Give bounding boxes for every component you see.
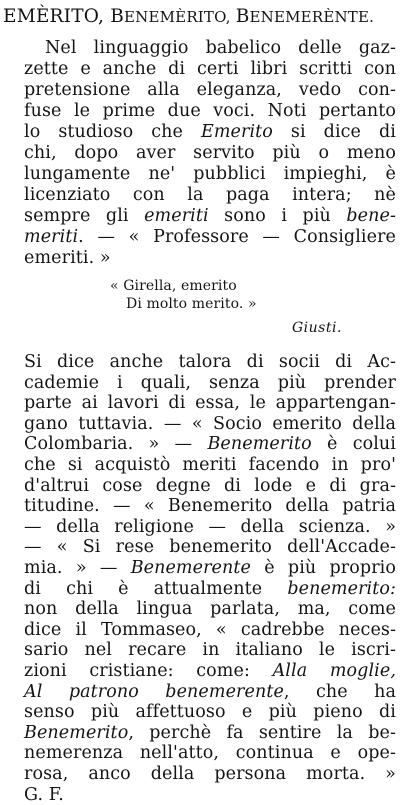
p2-line-6: che si acquistò meriti facendo in pro' — [24, 455, 396, 475]
p2-line-21: rosa, anco della persona morta. » — [24, 764, 396, 784]
p1-line-6: chi, dopo aver servito più o meno — [24, 143, 396, 163]
p2-line-16-italic: Alla moglie, — [272, 661, 396, 681]
p1-line-8: licenziato con la paga intera; nè — [24, 185, 396, 205]
p2-line-8: titudine. — « Benemerito della patria — [24, 496, 396, 517]
p1-line-2: zette e anche di certi libri scritti con — [24, 59, 396, 79]
p2-line-5 — [24, 434, 396, 454]
title-b1: B — [110, 6, 124, 27]
p1-line-4: fuse le prime due voci. Noti pertanto — [24, 101, 396, 121]
p2-line-16-a: zioni cristiane: come: — [24, 661, 273, 681]
p2-line-15: sario nel recare in italiano le iscri- — [24, 640, 396, 661]
p2-line-18: senso più affettuoso e più pieno di — [24, 702, 396, 723]
p1-line-1: Nel linguaggio babelico delle gaz- — [45, 38, 396, 58]
title-b2: B — [235, 6, 250, 27]
p2-line-13: non della lingua parlata, ma, come — [24, 599, 396, 620]
p1-line-9-italic-2: bene- — [346, 206, 396, 226]
p2-line-9: — della religione — della scienza. » — [24, 516, 396, 537]
p2-line-11-c: è più proprio — [250, 558, 396, 578]
p1-line-11: emeriti. » — [24, 248, 111, 268]
p2-line-12-italic: benemerito: — [287, 578, 396, 599]
title-benemerito: ENEMÈRITO, — [123, 8, 236, 26]
p2-line-10: — « Si rese benemerito dell'Accade- — [24, 537, 396, 558]
p2-line-11-a: mia. » — — [24, 558, 131, 578]
p1-line-9-a: sempre gli — [24, 206, 145, 226]
p2-line-5-a: Colombaria. » — — [24, 434, 208, 455]
p2-line-5-c: è colui — [311, 434, 396, 455]
p1-line-10-italic: meriti — [24, 227, 79, 247]
p2-line-5-italic: Benemerito — [207, 434, 312, 455]
p2-line-7: d'altrui cose degne di lode e di gra- — [24, 475, 396, 496]
p2-line-12-a: di chi è attualmente — [24, 578, 288, 599]
p2-line-11-italic: Benemerente — [130, 558, 251, 578]
p2-line-11 — [24, 558, 396, 578]
p2-line-1: Si dice anche talora di socii di Ac- — [24, 352, 396, 372]
p2-line-17-italic: Al patrono benemerente — [24, 681, 284, 702]
p2-line-20: nemerenza nell'atto, continua e ope- — [24, 743, 396, 764]
p2-line-4: gano tuttavia. — « Socio emerito della — [24, 413, 396, 434]
p1-line-5-a: lo studioso che — [24, 122, 201, 142]
p1-line-7: lungamente ne' pubblici impieghi, è — [24, 164, 396, 184]
p1-line-9 — [24, 206, 396, 226]
p2-line-3: parte ai lavori di essa, le appartengan- — [24, 393, 396, 414]
p2-line-14: dice il Tommaseo, « cadrebbe neces- — [24, 619, 396, 640]
title-benemerente: ENEMERÈNTE. — [249, 8, 375, 26]
p2-line-16 — [24, 661, 396, 681]
quote-attribution: Giusti. — [292, 320, 342, 336]
p1-line-5-italic: Emerito — [200, 122, 273, 142]
p1-line-10-b: . — « Professore — Consigliere — [78, 227, 396, 247]
p2-line-19 — [24, 723, 396, 743]
p2-line-19-italic: Benemerito — [24, 722, 129, 743]
p1-line-9-c: sono i più — [208, 206, 347, 226]
p1-line-9-italic-1: emeriti — [144, 206, 209, 226]
p1-line-10 — [24, 227, 396, 247]
signature: G. F. — [24, 784, 64, 805]
p2-line-12 — [24, 579, 396, 599]
p2-line-2: cademie i quali, senza più prender — [24, 372, 396, 393]
p1-line-3: pretensione alla eleganza, vedo con- — [24, 80, 396, 100]
entry-title — [3, 7, 403, 27]
quote-line-1: « Girella, emerito — [110, 278, 237, 294]
p2-line-17 — [24, 682, 396, 702]
p1-line-5-c: si dice di — [272, 122, 396, 142]
p1-line-5 — [24, 122, 396, 142]
p2-line-19-b: , perchè fa sentire la be- — [128, 722, 396, 743]
p2-line-17-b: , che ha — [283, 681, 396, 702]
quote-line-2: Di molto merito. » — [126, 296, 257, 312]
title-emerito: EMÈRITO, — [3, 6, 111, 27]
